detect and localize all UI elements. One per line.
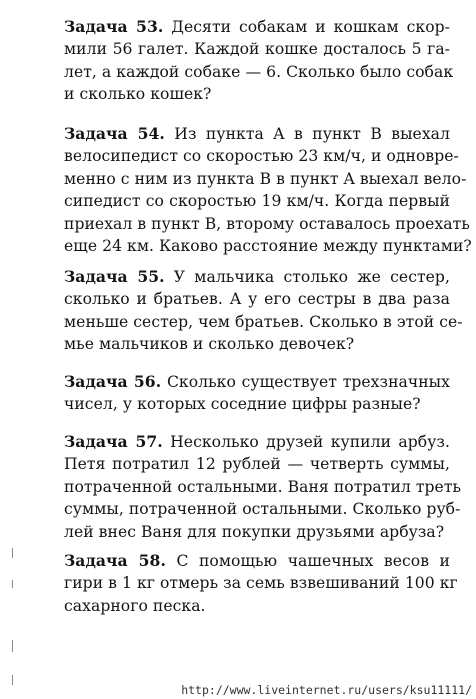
problem-text: Несколько друзей купили арбуз. xyxy=(170,433,450,451)
problem-line xyxy=(64,266,450,288)
problem-55 xyxy=(64,266,463,356)
problem-line: чисел, у которых соседние цифры разные? xyxy=(64,395,421,414)
scan-mark xyxy=(12,580,13,588)
problem-line: сипедист со скоростью 19 км/ч. Когда первый xyxy=(64,192,450,211)
problem-line: Петя потратил 12 рублей — четверть суммы, xyxy=(64,455,450,474)
watermark-url: http://www.liveinternet.ru/users/ksu11111/ xyxy=(181,683,472,697)
problem-text: У мальчика столько же сестер, xyxy=(173,268,450,286)
problem-57 xyxy=(64,431,462,543)
scan-mark xyxy=(12,675,13,685)
problem-line xyxy=(64,371,450,393)
problem-line: потраченной остальными. Ваня потратил треть xyxy=(64,477,462,496)
scan-mark xyxy=(12,548,13,558)
problem-line: мье мальчиков и сколько девочек? xyxy=(64,335,355,354)
problem-58 xyxy=(64,550,458,617)
problem-label: Задача 54. xyxy=(64,124,165,143)
scan-margin-marks xyxy=(10,540,16,690)
problem-line: меньше сестер, чем братьев. Сколько в этой се- xyxy=(64,312,463,331)
problem-line: лей внес Ваня для покупки друзьями арбуза? xyxy=(64,522,445,541)
problem-line: сахарного песка. xyxy=(64,596,206,615)
problem-line: менно с ним из пункта B в пункт A выехал вело- xyxy=(64,169,467,188)
problem-53 xyxy=(64,16,454,106)
problem-line: лет, а каждой собаке — 6. Сколько было собак xyxy=(64,62,454,81)
problem-line: и сколько кошек? xyxy=(64,85,212,104)
problem-line xyxy=(64,550,450,572)
problem-text: Сколько существует трехзначных xyxy=(166,373,450,391)
problem-line: мили 56 галет. Каждой кошке досталось 5 га- xyxy=(64,40,450,59)
problem-label: Задача 55. xyxy=(64,267,165,286)
problem-line xyxy=(64,431,450,453)
scan-mark xyxy=(12,640,13,652)
problem-label: Задача 53. xyxy=(64,17,164,36)
problem-line: приехал в пункт B, второму оставалось проехать xyxy=(64,214,470,233)
problem-line: еще 24 км. Каково расстояние между пунктами? xyxy=(64,237,472,256)
problem-line: гири в 1 кг отмерь за семь взвешиваний 100 кг xyxy=(64,574,458,593)
problem-54 xyxy=(64,123,472,257)
problem-line xyxy=(64,123,450,145)
problem-line xyxy=(64,16,450,38)
problem-text: Из пункта A в пункт B выехал xyxy=(174,125,450,143)
problem-line: суммы, потраченной остальными. Сколько руб- xyxy=(64,500,461,519)
problem-label: Задача 56. xyxy=(64,372,162,391)
problem-56 xyxy=(64,371,450,416)
problem-text: С помощью чашечных весов и xyxy=(176,552,450,570)
problem-text: Десяти собакам и кошкам скор- xyxy=(171,18,450,36)
problem-line: сколько и братьев. А у его сестры в два раза xyxy=(64,290,450,309)
problem-label: Задача 57. xyxy=(64,432,163,451)
problem-line: велосипедист со скоростью 23 км/ч, и одновре- xyxy=(64,147,459,166)
problem-label: Задача 58. xyxy=(64,551,166,570)
